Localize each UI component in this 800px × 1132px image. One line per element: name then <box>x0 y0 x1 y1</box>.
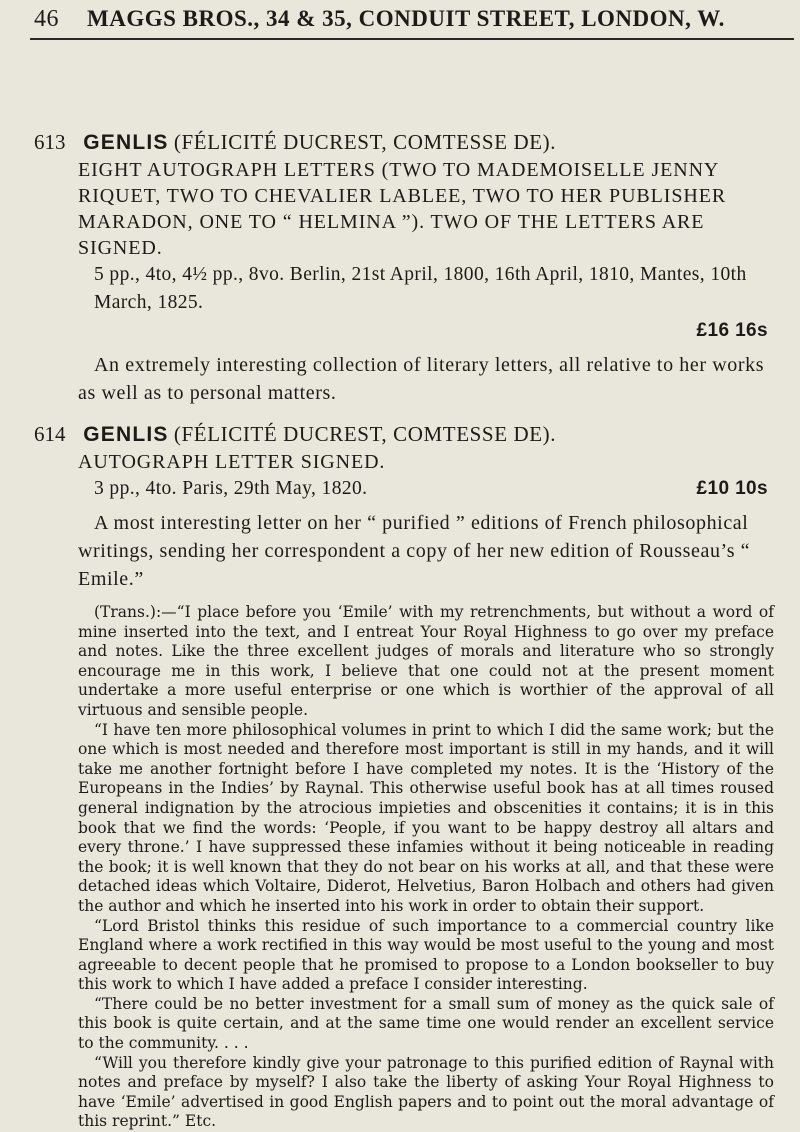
author-name: GENLIS <box>83 423 169 446</box>
catalogue-entry-613 <box>34 128 774 407</box>
header-rule <box>30 38 794 40</box>
price-line <box>34 317 774 345</box>
item-note: A most interesting letter on her “ purified ” editions of French philosophical writings, sending her correspondent a copy of her new edition of Rousseau’s “ Emile.” <box>78 512 751 590</box>
author-details: (FÉLICITÉ DUCREST, COMTESSE DE). <box>173 130 557 154</box>
catalogue-entry-614 <box>34 420 774 1132</box>
collation-text: 3 pp., 4to. Paris, 29th May, 1820. <box>94 478 368 499</box>
page-header <box>34 6 794 33</box>
entry-heading <box>34 128 774 157</box>
quote-paragraph: “Lord Bristol thinks this residue of such importance to a commercial country like England where a work rectified in this way would be most useful to the young and most agreeable to decent people that he promised to propose to a London bookseller to buy this work to which I have added a preface I consider interesting. <box>78 916 774 994</box>
item-description: EIGHT AUTOGRAPH LETTERS (TWO TO MADEMOISELLE JENNY RIQUET, TWO TO CHEVALIER LABLEE, TWO TO HER PUBLISHER MARADON, ONE TO “ HELMINA ”). TWO OF THE LETTERS ARE SIGNED. <box>78 159 727 259</box>
quote-paragraph: “There could be no better investment for a small sum of money as the quick sale of this book is quite certain, and at the same time one would render an excellent service to the community. . . . <box>78 994 774 1053</box>
lot-number: 614 <box>34 422 66 446</box>
price: £16 16s <box>696 320 768 341</box>
item-description: AUTOGRAPH LETTER SIGNED. <box>78 451 386 473</box>
translated-quotation <box>34 603 774 1132</box>
item-note: An extremely interesting collection of literary letters, all relative to her works as well as to personal matters. <box>78 354 765 404</box>
collation-line <box>34 475 774 503</box>
author-details: (FÉLICITÉ DUCREST, COMTESSE DE). <box>173 422 557 446</box>
page-number: 46 <box>34 6 59 32</box>
price: £10 10s <box>696 478 768 499</box>
running-title: MAGGS BROS., 34 & 35, CONDUIT STREET, LONDON, W. <box>87 6 725 31</box>
author-name: GENLIS <box>83 131 169 154</box>
entry-heading <box>34 420 774 449</box>
lot-number: 613 <box>34 130 66 154</box>
quote-paragraph: “I have ten more philosophical volumes in print to which I did the same work; but the one which is most needed and therefore most important is still in my hands, and it will take me another fortnight before I have completed my notes. It is the ‘History of the Europeans in the Indies’ by Raynal. This otherwise useful book has at all times roused general indignation by the atrocious impieties and obscenities it contains; it is in this book that we find the words: ‘People, if you want to be happy destroy all altars and every throne.’ I have suppressed these infamies without it being noticeable in reading the book; it is well known that they do not bear on his works at all, and that these were detached ideas which Voltaire, Diderot, Helvetius, Baron Holbach and others had given the author and which he inserted into his work in order to obtain their support. <box>78 720 774 915</box>
collation-text: 5 pp., 4to, 4½ pp., 8vo. Berlin, 21st April, 1800, 16th April, 1810, Mantes, 10th March, 1825. <box>94 264 747 313</box>
collation-line <box>34 261 774 317</box>
quote-paragraph: (Trans.):—“I place before you ‘Emile’ with my retrenchments, but without a word of mine inserted into the text, and I entreat Your Royal Highness to go over my preface and notes. Like the three excellent judges of morals and literature who so strongly encourage me in this work, I believe that one could not at the present moment undertake a more useful enterprise or one which is worthier of the approval of all virtuous and sensible people. <box>78 603 774 719</box>
quote-paragraph: “Will you therefore kindly give your patronage to this purified edition of Raynal with notes and preface by myself? I also take the liberty of asking Your Royal Highness to have ‘Emile’ advertised in good English papers and to point out the moral advantage of this reprint.” Etc. <box>78 1053 774 1131</box>
